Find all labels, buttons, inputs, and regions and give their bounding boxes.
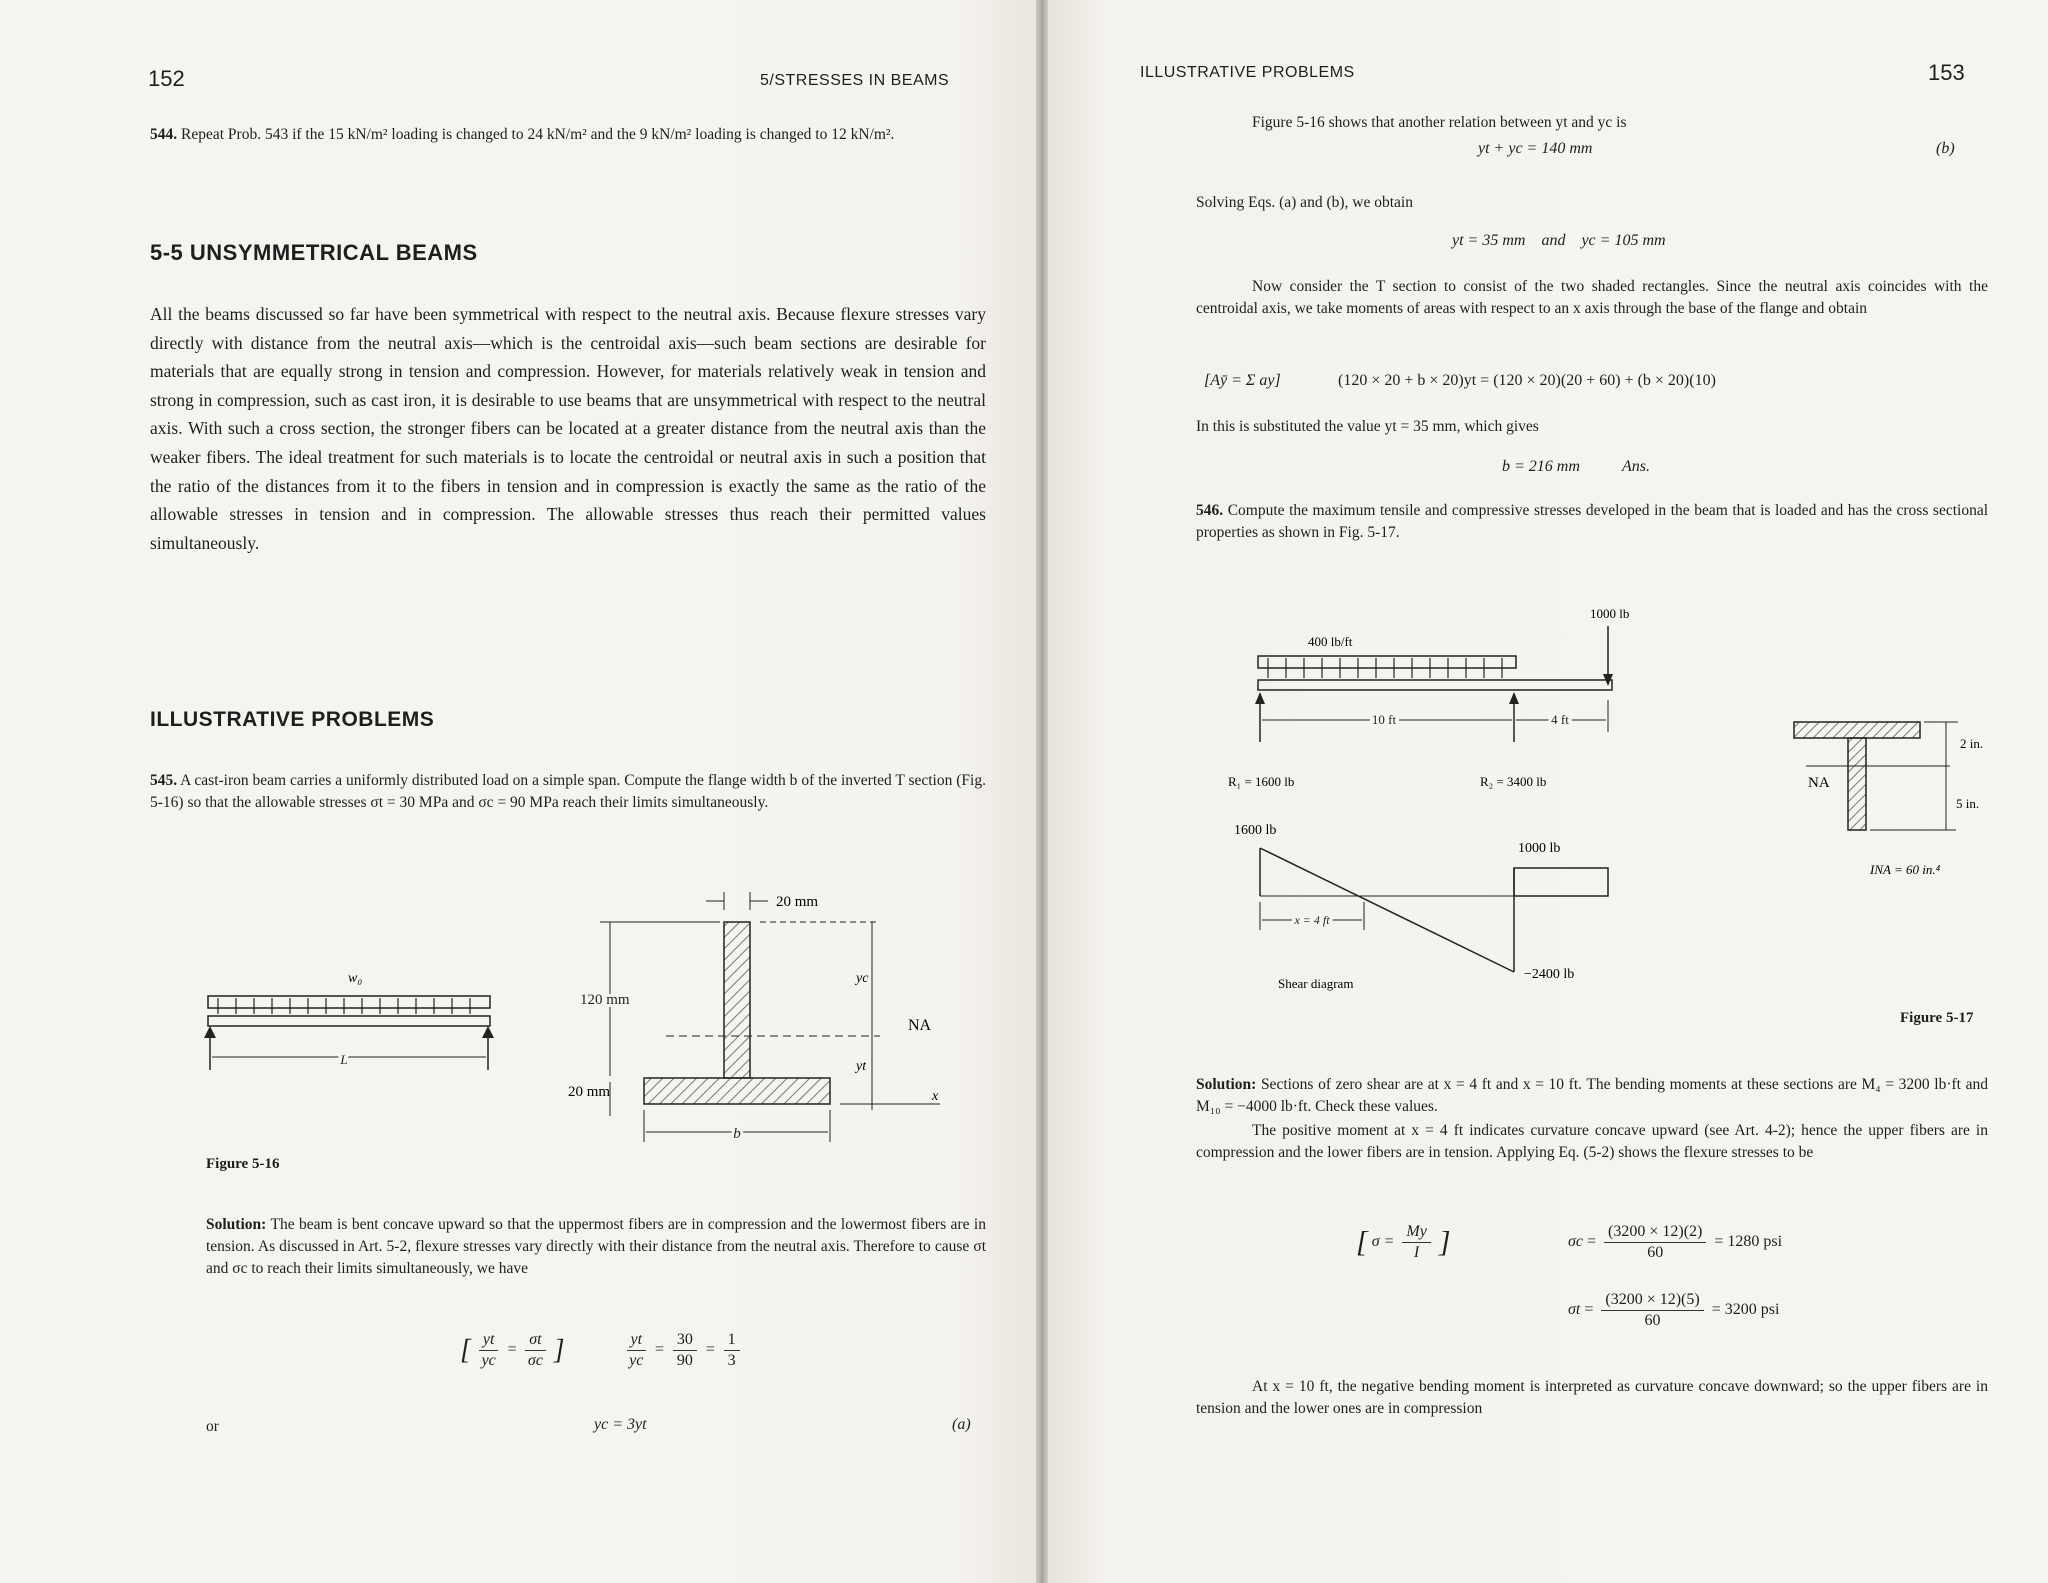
problem-544-number: 544. <box>150 126 178 143</box>
t-web-546 <box>1848 738 1866 830</box>
right-support <box>482 1026 494 1038</box>
load-label-w0: w₀ <box>348 971 363 986</box>
intro-text: Figure 5-16 shows that another relation between yt and yc is <box>1252 114 1627 131</box>
t-flange-546 <box>1794 722 1920 738</box>
beam-546 <box>1258 680 1612 690</box>
span2-label: 4 ft <box>1551 712 1569 727</box>
right-page <box>1048 0 2048 1583</box>
yt-label: yt <box>856 1059 867 1074</box>
section-body: All the beams discussed so far have been symmetrical with respect to the neutral axis. Because flexure stresses vary directly with distance from the neutral axis—which is the centroidal axis—such beam sections are desirable for materials that are equally strong in tension and compression. However, for materials relatively weak in tension and strong in compression, such as cast iron, it is desirable to use beams that are unsymmetrical with respect to the neutral axis. With such a cross section, the stronger fibers can be located at a greater distance from the neutral axis than the weaker fibers. The ideal treatment for such materials is to locate the centroidal or neutral axis in such a position that the ratio of the distances from it to the fibers in tension and in compression is exactly the same as the ratio of the allowable stresses in tension and in compression. The allowable stresses thus reach their permitted values simultaneously. <box>150 304 986 553</box>
problem-544-text: Repeat Prob. 543 if the 15 kN/m² loading is changed to 24 kN/m² and the 9 kN/m² loading is changed to 12 kN/m². <box>181 126 895 143</box>
figure-5-17 <box>1208 590 2038 1030</box>
flexure-formula: [ σ = $\frac{My}{I}$ ] <box>1356 1223 1451 1261</box>
page-number-left: 152 <box>148 66 185 91</box>
eq-answer: b = 216 mm <box>1502 458 1580 475</box>
shear-1600-label: 1600 lb <box>1234 823 1277 838</box>
dim-2in-label: 2 in. <box>1960 736 1984 751</box>
tensile-stress: σt = $\frac{(3200 \times 12)(5)}{60}$ = 3200 psi <box>1568 1291 1780 1329</box>
solution-546-text2: The positive moment at x = 4 ft indicates curvature concave upward (see Art. 4-2); hence the upper fibers are in compression and the lower fibers are in tension. Applying Eq. (5-2) shows the flexure stresses to be <box>1196 1122 1988 1161</box>
load-arrows <box>218 998 470 1014</box>
dist-load-label: 400 lb/ft <box>1308 634 1353 649</box>
eq-result: yt = 35 mm and yc = 105 mm <box>1452 232 1666 249</box>
left-support <box>204 1026 216 1038</box>
x-4ft-label: x = 4 ft <box>1294 913 1330 927</box>
web-width-label: 20 mm <box>776 894 819 910</box>
eq-b-tag: (b) <box>1936 140 1955 157</box>
r1-label: R₁ = 1600 lb <box>1228 774 1295 789</box>
ina-label: INA = 60 in.⁴ <box>1870 862 1941 877</box>
illustrative-title: ILLUSTRATIVE PROBLEMS <box>150 708 435 731</box>
eq-moments: (120 × 20 + b × 20)yt = (120 × 20)(20 + 60) + (b × 20)(10) <box>1338 372 1716 389</box>
solution-546-label: Solution: <box>1196 1076 1257 1093</box>
ratio-equations: [ $\frac{yt}{yc}$ = $\frac{\sigma t}{\sigma c}$ ] $\frac{yt}{yc}$ = $\frac{30}{90}$ = $\frac{1}{3}$ <box>460 1330 744 1371</box>
page-number-right: 153 <box>1928 60 1965 85</box>
load-block <box>208 996 490 1008</box>
problem-546-text: Compute the maximum tensile and compressive stresses developed in the beam that is loaded and has the cross sectional properties as shown in Fig. 5-17. <box>1196 502 1989 541</box>
eq-a: yc = 3yt <box>594 1416 647 1433</box>
solution-545 <box>206 1214 986 1280</box>
span-label: L <box>340 1052 348 1067</box>
shear-diagram-label: Shear diagram <box>1278 976 1354 991</box>
solution-546 <box>1196 1074 1988 1118</box>
shear-line <box>1260 848 1514 972</box>
compressive-stress: σc = $\frac{(3200 \times 12)(2)}{60}$ = 1280 psi <box>1568 1223 1783 1261</box>
eq-moments-lhs: [Aȳ = Σ ay] <box>1204 372 1281 389</box>
ans-label: Ans. <box>1622 458 1650 475</box>
b-label: b <box>733 1126 741 1142</box>
problem-544 <box>150 124 988 146</box>
solution-545-label: Solution: <box>206 1216 267 1233</box>
problem-545-number: 545. <box>150 772 178 789</box>
eq-b: yt + yc = 140 mm <box>1478 140 1593 157</box>
or-word: or <box>206 1418 219 1435</box>
t-web <box>724 922 750 1078</box>
point-load-label: 1000 lb <box>1590 606 1630 621</box>
book-gutter <box>1036 0 1048 1583</box>
problem-546 <box>1196 500 1988 544</box>
web-height-label: 120 mm <box>580 992 630 1008</box>
running-head-right: ILLUSTRATIVE PROBLEMS <box>1140 64 1355 81</box>
figure-5-16 <box>180 870 1000 1170</box>
solution-546-text3: At x = 10 ft, the negative bending moment is interpreted as curvature concave downward; so the upper fibers are in tension and the lower ones are in compression <box>1196 1378 1988 1417</box>
beam <box>208 1016 490 1026</box>
figure-5-17-caption: Figure 5-17 <box>1900 1010 1974 1026</box>
na-label: NA <box>908 1017 932 1034</box>
section-title: 5-5 UNSYMMETRICAL BEAMS <box>150 240 478 265</box>
r2-label: R₂ = 3400 lb <box>1480 774 1547 789</box>
eq-a-tag: (a) <box>952 1416 971 1433</box>
figure-5-16-caption: Figure 5-16 <box>206 1156 280 1172</box>
running-head-left: 5/STRESSES IN BEAMS <box>760 72 950 89</box>
solving-text: Solving Eqs. (a) and (b), we obtain <box>1196 194 1413 211</box>
flange-thickness-label: 20 mm <box>568 1084 611 1100</box>
t-flange <box>644 1078 830 1104</box>
solution-546-text1: Sections of zero shear are at x = 4 ft and x = 10 ft. The bending moments at these sections are M₄ = 3200 lb·ft and M₁₀ = −4000 lb·ft. Check these values. <box>1196 1076 1988 1115</box>
yc-label: yc <box>856 971 869 986</box>
paragraph-moments: Now consider the T section to consist of the two shaded rectangles. Since the neutral axis coincides with the centroidal axis, we take moments of areas with respect to an x axis through the base of the flange and obtain <box>1196 278 1988 317</box>
problem-546-number: 546. <box>1196 502 1224 519</box>
solution-545-text: The beam is bent concave upward so that the uppermost fibers are in compression and the lowermost fibers are in tension. As discussed in Art. 5-2, flexure stresses vary directly with their distance from the neutral axis. Therefore to cause σt and σc to reach their limits simultaneously, we have <box>206 1216 986 1277</box>
shear-1000-label: 1000 lb <box>1518 841 1561 856</box>
na-label-546: NA <box>1808 775 1830 791</box>
shear-neg2400-label: −2400 lb <box>1524 967 1575 982</box>
span1-label: 10 ft <box>1371 712 1397 727</box>
problem-545-text: A cast-iron beam carries a uniformly distributed load on a simple span. Compute the flange width b of the inverted T section (Fig. 5-16) so that the allowable stresses σt = 30 MPa and σc = 90 MPa reach their limits simultaneously. <box>150 772 986 811</box>
dim-5in-label: 5 in. <box>1956 796 1980 811</box>
problem-545 <box>150 770 986 814</box>
substitute-text: In this is substituted the value yt = 35 mm, which gives <box>1196 418 1539 435</box>
x-label: x <box>932 1089 939 1104</box>
